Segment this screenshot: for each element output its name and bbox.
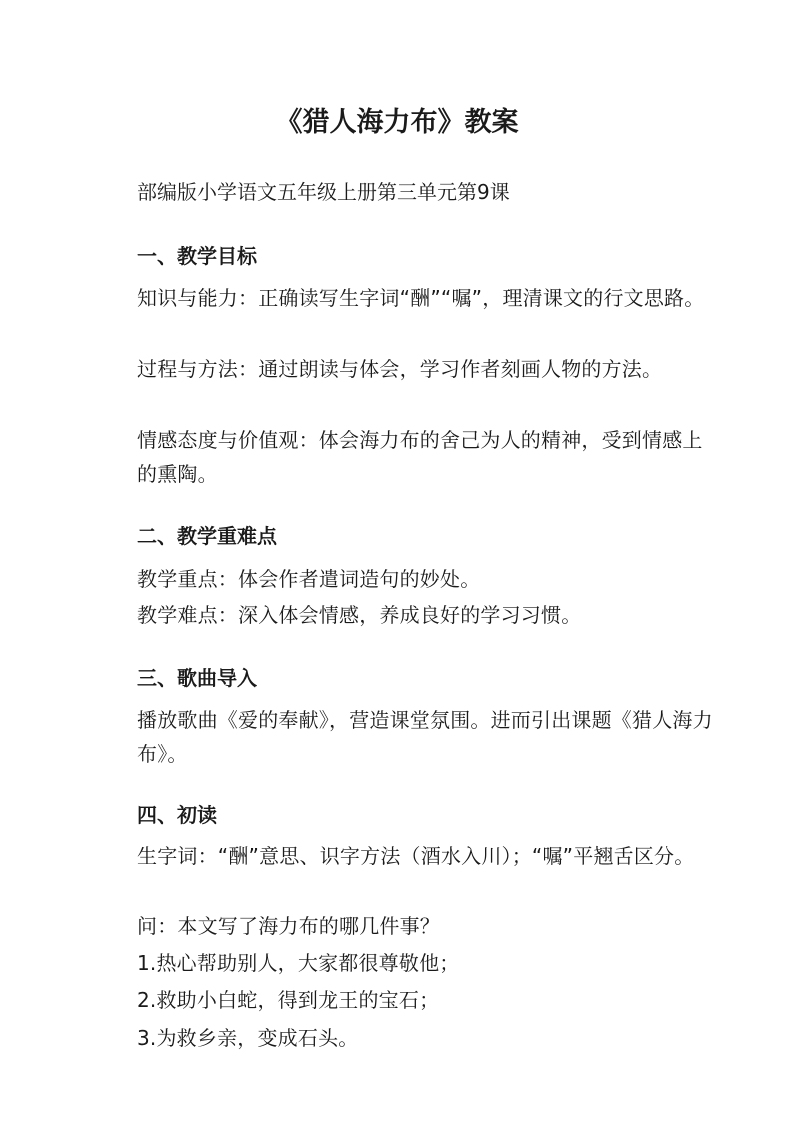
objective-process: 过程与方法：通过朗读与体会，学习作者刻画人物的方法。	[137, 357, 663, 381]
section-heading-first-reading: 四、初读	[137, 803, 217, 827]
section-heading-song-intro: 三、歌曲导入	[137, 666, 257, 690]
list-item-1: 1.热心帮助别人，大家都很尊敬他；	[137, 951, 460, 975]
section-heading-key-points: 二、教学重难点	[137, 524, 277, 548]
question-line: 问：本文写了海力布的哪几件事？	[137, 914, 440, 938]
objective-knowledge: 知识与能力：正确读写生字词“酬”“嘱”，理清课文的行文思路。	[137, 286, 705, 310]
difficult-point-line: 教学难点：深入体会情感，养成良好的学习习惯。	[137, 603, 582, 627]
song-intro-text: 播放歌曲《爱的奉献》，营造课堂氛围。进而引出课题《猎人海力布》。	[137, 708, 713, 766]
document-title: 《猎人海力布》教案	[275, 107, 519, 138]
list-item-3: 3.为救乡亲，变成石头。	[137, 1026, 359, 1050]
objective-emotion: 情感态度与价值观：体会海力布的舍己为人的精神，受到情感上的熏陶。	[137, 428, 703, 486]
key-point-line: 教学重点：体会作者遣词造句的妙处。	[137, 567, 481, 591]
new-words-line: 生字词：“酬”意思、识字方法（酒水入川）；“嘱”平翘舌区分。	[137, 844, 695, 868]
list-item-2: 2.救助小白蛇，得到龙王的宝石；	[137, 988, 440, 1012]
document-subtitle: 部编版小学语文五年级上册第三单元第9课	[137, 180, 510, 204]
section-heading-objectives: 一、教学目标	[137, 244, 257, 268]
